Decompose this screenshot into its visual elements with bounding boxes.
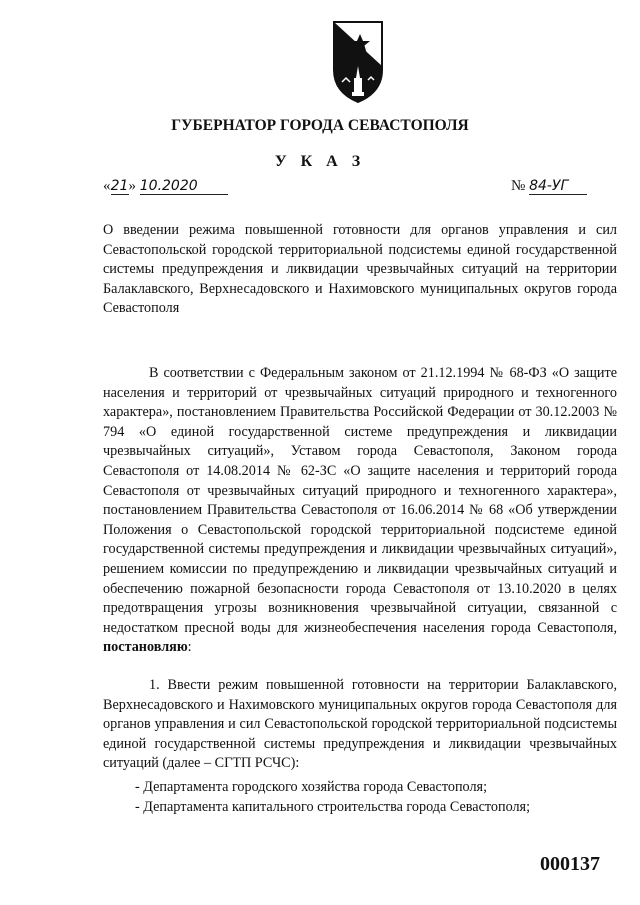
preamble-paragraph	[103, 364, 617, 658]
decree-number	[511, 178, 587, 195]
item-1-paragraph: 1. Ввести режим повышенной готовности на территории Балаклавского, Верхнесадовского и Нахимовского муниципальных округов города Севастополя для органов управления и сил Севастопольской городской территориальной подсистемы единой государственной системы предупреждения и ликвидации чрезвычайных ситуаций (далее – СГТП РСЧС):	[103, 677, 617, 772]
decree-word: постановляю	[103, 639, 188, 656]
sevastopol-coat-of-arms-icon	[330, 20, 386, 104]
preamble-colon: :	[187, 639, 192, 656]
date-month-year: 10.2020	[140, 178, 228, 195]
list-item: - Департамента городского хозяйства города Севастополя;	[135, 779, 488, 795]
document-type: У К А З	[274, 153, 366, 170]
decree-date	[103, 178, 228, 195]
issuer-title: ГУБЕРНАТОР ГОРОДА СЕВАСТОПОЛЯ	[171, 117, 469, 134]
decree-subject: О введении режима повышенной готовности для органов управления и сил Севастопольской городской территориальной подсистемы единой государственной системы предупреждения и ликвидации чрезвычайных ситуаций на территории Балаклавского, Верхнесадовского и Нахимовского муниципальных округов города Севастополя	[103, 222, 617, 317]
date-open-quote: «	[103, 178, 111, 194]
preamble-text: В соответствии с Федеральным законом от 21.12.1994 № 68-ФЗ «О защите населения и территорий от чрезвычайных ситуаций природного и техногенного характера», постановлением Правительства Российской Федерации от 30.12.2003 № 794 «О единой государственной системе предупреждения и ликвидации чрезвычайных ситуаций», Уставом города Севастополя, Законом города Севастополя от 14.08.2014 № 62-ЗС «О защите населения и территорий города Севастополя от чрезвычайных ситуаций природного и техногенного характера», постановлением Правительства Севастополя от 16.06.2014 № 68 «Об утверждении Положения о Севастопольской городской территориальной подсистеме единой государственной системы предупреждения и ликвидации чрезвычайных ситуаций», решением комиссии по предупреждению и ликвидации чрезвычайных ситуаций и обеспечению пожарной безопасности города Севастополя от 13.10.2020 в целях предотвращения угрозы возникновения чрезвычайной ситуации, связанной с недостатком пресной воды для жизнеобеспечения населения города Севастополя,	[103, 365, 617, 636]
number-value: 84-УГ	[529, 178, 587, 195]
date-close-quote: »	[128, 178, 136, 194]
number-sign: №	[511, 178, 526, 194]
date-day: 21	[110, 178, 129, 194]
form-serial-number: 000137	[540, 853, 600, 875]
list-item: - Департамента капитального строительства города Севастополя;	[135, 799, 531, 815]
